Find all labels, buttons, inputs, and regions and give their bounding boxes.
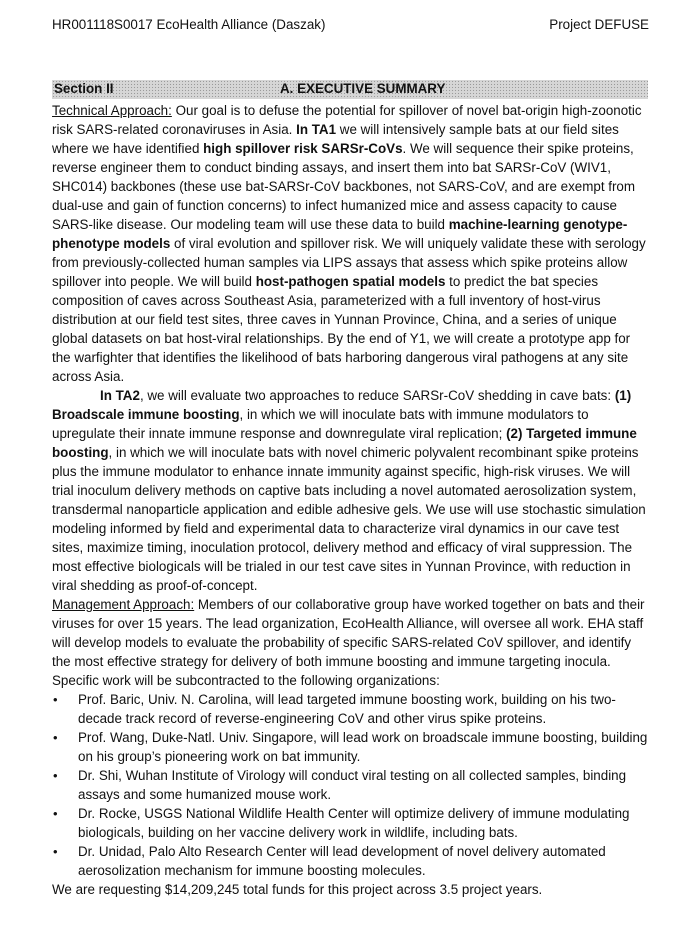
bold-term: high spillover risk SARSr-CoVs — [203, 141, 403, 156]
list-item — [52, 804, 648, 842]
bold-term: (2) Targeted immune boosting — [52, 426, 637, 460]
list-item-text: Dr. Rocke, USGS National Wildlife Health Center will optimize delivery of immune modulating biologicals, building on her vaccine delivery work in wildlife, including bats. — [78, 806, 630, 840]
bullet-icon: • — [53, 844, 58, 859]
bullet-icon: • — [53, 806, 58, 821]
bullet-icon: • — [53, 768, 58, 783]
section-title: A. EXECUTIVE SUMMARY — [280, 81, 446, 96]
paragraph-text: . We will sequence their spike proteins, reverse engineer them to conduct binding assays, and insert them into bat SARSr-CoV (WIV1, SHC014) backbones (these use bat-SARSr-CoV backbones, not SARS-CoV, and are exempt from dual-use and gain of function concerns) to infect humanized mice and assess capacity to cause SARS-like disease. Our modeling team will use these data to build — [52, 141, 636, 232]
management-approach-paragraph — [52, 595, 648, 690]
technical-approach-paragraph — [52, 101, 648, 386]
section-label: Section II — [54, 81, 114, 96]
paragraph-text: , we will evaluate two approaches to reduce SARSr-CoV shedding in cave bats: — [139, 388, 615, 403]
paragraph-text: to predict the bat species composition of caves across Southeast Asia, parameterized with a full inventory of host-virus distribution at our field test sites, three caves in Yunnan Province, China, and a series of unique global datasets on bat host-viral relationships. By the end of Y1, we will create a prototype app for the warfighter that identifies the likelihood of bats harboring dangerous viral pathogens at any site across Asia. — [52, 274, 631, 384]
subcontractor-list — [52, 690, 648, 880]
paragraph-text: Members of our collaborative group have worked together on bats and their viruses for over 15 years. The lead organization, EcoHealth Alliance, will oversee all work. EHA staff will develop models to evaluate the probability of specific SARS-related CoV spillover, and identify the most effective strategy for delivery of both immune boosting and immune targeting inocula. Specific work will be subcontracted to the following organizations: — [52, 597, 645, 688]
list-item — [52, 766, 648, 804]
paragraph-text: , in which we will inoculate bats with immune modulators to upregulate their innate immune response and downregulate viral replication; — [52, 407, 589, 441]
paragraph-text: , in which we will inoculate bats with novel chimeric polyvalent recombinant spike proteins plus the immune modulator to enhance innate immunity against specific, high-risk viruses. We will trial inoculum delivery methods on captive bats including a novel automated aerosolization system, transdermal nanoparticle application and edible adhesive gels. We use will use stochastic simulation modeling informed by field and experimental data to characterize viral dynamics in our cave test sites, maximize timing, inoculation protocol, delivery method and efficacy of viral suppression. The most effective biologicals will be trialed in our test cave sites in Yunnan Province, with reduction in viral shedding as proof-of-concept. — [52, 445, 646, 593]
list-item — [52, 728, 648, 766]
section-heading-bar — [52, 80, 648, 99]
management-approach-heading: Management Approach: — [52, 597, 195, 612]
list-item — [52, 690, 648, 728]
bold-term: (1) Broadscale immune boosting — [52, 388, 632, 422]
list-item-text: Dr. Shi, Wuhan Institute of Virology will conduct viral testing on all collected samples, binding assays and some humanized mouse work. — [78, 768, 627, 802]
bold-term: machine-learning genotype-phenotype models — [52, 217, 628, 251]
bold-term: In TA1 — [296, 122, 337, 137]
ta2-paragraph — [52, 386, 648, 595]
paragraph-text: we will intensively sample bats at our field sites where we have identified — [52, 122, 619, 156]
paragraph-text: Our goal is to defuse the potential for spillover of novel bat-origin high-zoonotic risk SARS-related coronaviruses in Asia. — [52, 103, 642, 137]
bullet-icon: • — [53, 730, 58, 745]
list-item-text: Prof. Baric, Univ. N. Carolina, will lead targeted immune boosting work, building on his two-decade track record of reverse-engineering CoV and other virus spike proteins. — [78, 692, 616, 726]
technical-approach-heading: Technical Approach: — [52, 103, 172, 118]
paragraph-text: of viral evolution and spillover risk. We will uniquely validate these with serology from previously-collected human samples via LIPS assays that assess which spike proteins allow spillover into people. We will build — [52, 236, 646, 289]
document-body — [52, 101, 648, 899]
header-project-name: Project DEFUSE — [549, 17, 649, 32]
list-item-text: Dr. Unidad, Palo Alto Research Center will lead development of novel delivery automated aerosolization mechanism for immune boosting molecules. — [78, 844, 606, 878]
list-item — [52, 842, 648, 880]
bold-term: In TA2 — [100, 388, 140, 403]
funding-request-text: We are requesting $14,209,245 total funds for this project across 3.5 project years. — [52, 882, 543, 897]
bold-term: host-pathogen spatial models — [255, 274, 446, 289]
bullet-icon: • — [53, 692, 58, 707]
list-item-text: Prof. Wang, Duke-Natl. Univ. Singapore, will lead work on broadscale immune boosting, building on his group’s pioneering work on bat immunity. — [78, 730, 648, 764]
header-proposal-id: HR001118S0017 EcoHealth Alliance (Daszak) — [52, 17, 326, 32]
